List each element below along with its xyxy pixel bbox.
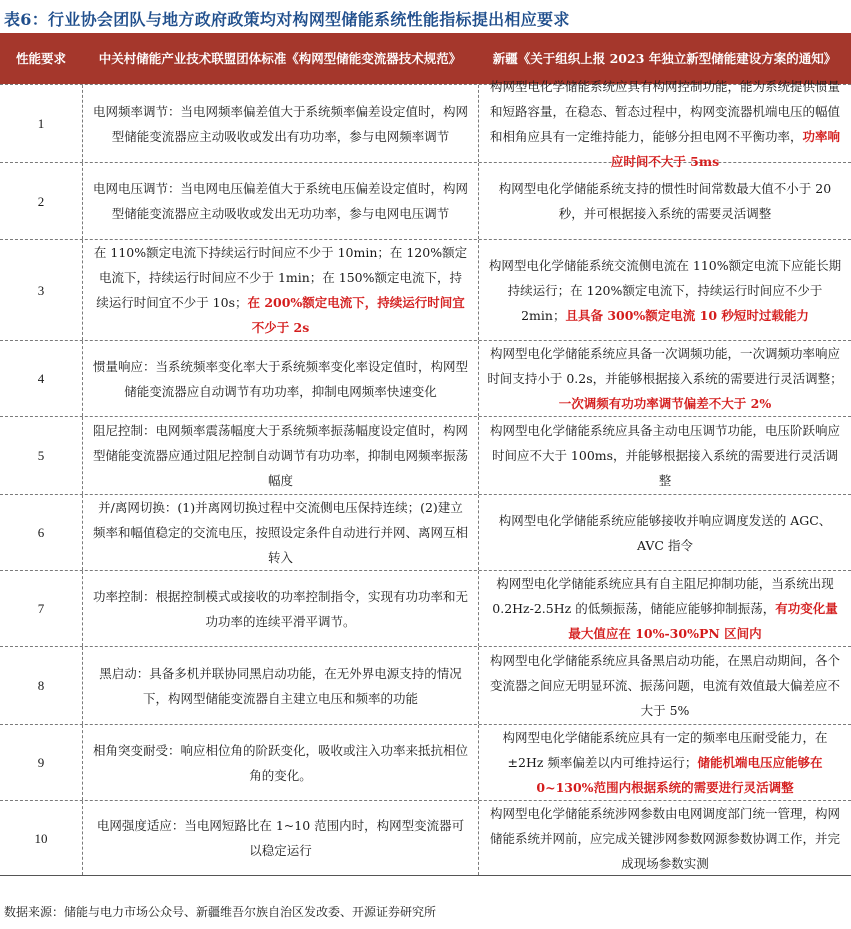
table-row <box>0 340 851 416</box>
highlight-text: 在 200%额定电流下，持续运行时间宜不少于 2s <box>247 295 465 335</box>
requirements-table <box>0 33 851 876</box>
zgc-requirement: 黑启动：具备多机并联协同黑启动功能，在无外界电源支持的情况下，构网型储能变流器自主建立电压和频率的功能 <box>82 647 478 724</box>
highlight-text: 且具备 300%额定电流 10 秒短时过载能力 <box>565 307 809 323</box>
header-performance-req: 性能要求 <box>15 51 66 66</box>
highlight-text: 功率响应时间不大于 5ms <box>610 128 841 169</box>
row-number: 1 <box>37 116 45 131</box>
row-number: 10 <box>34 830 48 846</box>
zgc-requirement: 在 110%额定电流下持续运行时间应不少于 10min；在 120%额定电流下，持续运行时间应不少于 1min；在 150%额定电流下，持续运行时间宜不少于 10s；在 200%额定电流下，持续运行时间宜不少于 2s <box>82 240 478 340</box>
row-number: 9 <box>37 755 45 770</box>
table-row <box>0 162 851 239</box>
row-number: 3 <box>37 282 45 298</box>
table-row <box>0 239 851 340</box>
xinjiang-requirement: 构网型电化学储能系统交流侧电流在 110%额定电流下应能长期持续运行；在 120%额定电流下，持续运行时间应不少于 2min；且具备 300%额定电流 10 秒短时过载能力 <box>478 240 851 340</box>
xinjiang-requirement: 构网型电化学储能系统应具备黑启动功能，在黑启动期间，各个变流器之间应无明显环流、振荡问题，电流有效值最大偏差应不大于 5% <box>478 647 851 724</box>
xinjiang-requirement: 构网型电化学储能系统涉网参数由电网调度部门统一管理，构网储能系统并网前，应完成关键涉网参数网源参数协调工作，并完成现场参数实测 <box>478 801 851 875</box>
xinjiang-requirement: 构网型电化学储能系统应具备一次调频功能，一次调频功率响应时间支持小于 0.2s，并能够根据接入系统的需要进行灵活调整；一次调频有功功率调节偏差不大于 2% <box>478 341 851 416</box>
zgc-requirement: 阻尼控制：电网频率震荡幅度大于系统频率振荡幅度设定值时，构网型储能变流器应通过阻尼控制自动调节有功功率，抑制电网频率振荡幅度 <box>82 417 478 494</box>
header-xinjiang-notice: 新疆《关于组织上报 2023 年独立新型储能建设方案的通知》 <box>492 51 837 66</box>
highlight-text: 有功变化量最大值应在 10%-30%PN 区间内 <box>568 601 838 641</box>
table-row <box>0 724 851 800</box>
highlight-text: 储能机端电压应能够在 0~130%范围内根据系统的需要进行灵活调整 <box>536 755 823 795</box>
zgc-requirement: 相角突变耐受：响应相位角的阶跃变化，吸收或注入功率来抵抗相位角的变化。 <box>82 725 478 800</box>
zgc-requirement: 并/离网切换：(1)并离网切换过程中交流侧电压保持连续；(2)建立频率和幅值稳定的交流电压，按照设定条件自动进行并网、离网互相转入 <box>82 495 478 570</box>
zgc-requirement: 电网频率调节：当电网频率偏差值大于系统频率偏差设定值时，构网型储能变流器应主动吸收或发出有功功率，参与电网频率调节 <box>82 85 478 162</box>
row-number: 8 <box>37 678 45 693</box>
table-row <box>0 416 851 494</box>
row-number: 7 <box>37 601 45 616</box>
zgc-requirement: 惯量响应：当系统频率变化率大于系统频率变化率设定值时，构网型储能变流器应自动调节有功功率，抑制电网频率快速变化 <box>82 341 478 416</box>
row-number: 2 <box>37 193 45 209</box>
xinjiang-requirement: 构网型电化学储能系统应具备主动电压调节功能，电压阶跃响应时间应不大于 100ms，并能够根据接入系统的需要进行灵活调整 <box>478 417 851 494</box>
xinjiang-requirement: 构网型电化学储能系统应具有自主阻尼抑制功能，当系统出现 0.2Hz-2.5Hz 的低频振荡，储能应能够抑制振荡，有功变化量最大值应在 10%-30%PN 区间内 <box>478 571 851 646</box>
xinjiang-requirement: 构网型电化学储能系统应具有一定的频率电压耐受能力，在±2Hz 频率偏差以内可维持运行；储能机端电压应能够在 0~130%范围内根据系统的需要进行灵活调整 <box>478 725 851 800</box>
table-row <box>0 78 851 169</box>
xinjiang-requirement: 构网型电化学储能系统支持的惯性时间常数最大值不小于 20 秒，并可根据接入系统的需要灵活调整 <box>478 163 851 239</box>
highlight-text: 一次调频有功功率调节偏差不大于 2% <box>558 396 772 411</box>
table-row <box>0 570 851 646</box>
zgc-requirement: 电网强度适应：当电网短路比在 1~10 范围内时，构网型变流器可以稳定运行 <box>82 801 478 875</box>
header-zgc-standard: 中关村储能产业技术联盟团体标准《构网型储能变流器技术规范》 <box>98 51 462 66</box>
table-title: 表6：行业协会团队与地方政府政策均对构网型储能系统性能指标提出相应要求 <box>4 10 570 29</box>
row-number: 6 <box>37 525 45 540</box>
table-row <box>0 646 851 724</box>
table-row <box>0 494 851 570</box>
xinjiang-requirement: 构网型电化学储能系统应能够接收并响应调度发送的 AGC、AVC 指令 <box>478 495 851 570</box>
xinjiang-requirement: 构网型电化学储能系统应具有构网控制功能，能为系统提供惯量和短路容量，在稳态、暂态过程中，构网变流器机端电压的幅值和相角应具有一定维持能力，能够分担电网不平衡功率，功率响应时间不大于 5ms <box>478 85 851 162</box>
row-number: 5 <box>37 448 45 463</box>
row-number: 4 <box>37 371 45 386</box>
zgc-requirement: 功率控制：根据控制模式或接收的功率控制指令，实现有功功率和无功功率的连续平滑平调节。 <box>82 571 478 646</box>
table-row <box>0 800 851 876</box>
zgc-requirement: 电网电压调节：当电网电压偏差值大于系统电压偏差设定值时，构网型储能变流器应主动吸收或发出无功功率，参与电网电压调节 <box>82 163 478 239</box>
data-source-note: 数据来源：储能与电力市场公众号、新疆维吾尔族自治区发改委、开源证券研究所 <box>4 905 437 919</box>
